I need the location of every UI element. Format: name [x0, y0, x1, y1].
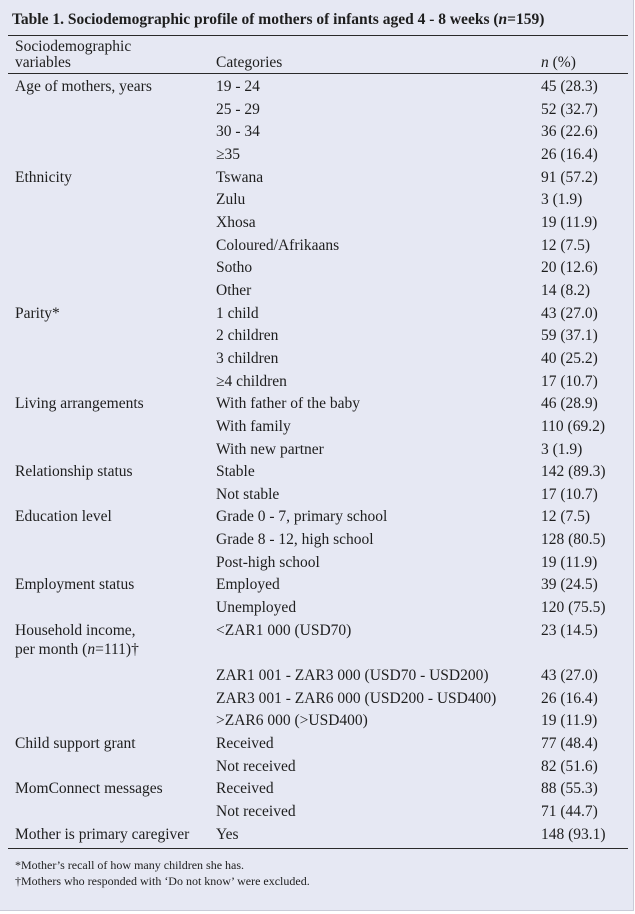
- variable-label: Employment status: [15, 576, 135, 594]
- table-row: [0, 280, 633, 303]
- value-cell: 17 (10.7): [541, 372, 598, 390]
- value-cell: 40 (25.2): [541, 349, 598, 367]
- value-cell: 20 (12.6): [541, 259, 598, 277]
- value-cell: 88 (55.3): [541, 780, 598, 798]
- header-rule: [8, 73, 628, 74]
- table-title: Table 1. Sociodemographic profile of mothers of infants aged 4 - 8 weeks (n=159): [12, 11, 545, 28]
- category-cell: Unemployed: [216, 599, 297, 617]
- category-cell: Zulu: [216, 191, 246, 209]
- category-cell: Not stable: [216, 485, 280, 503]
- category-cell: ZAR3 001 - ZAR6 000 (USD200 - USD400): [216, 689, 497, 707]
- category-cell: Received: [216, 780, 274, 798]
- variable-label: Age of mothers, years: [15, 78, 152, 95]
- value-cell: 91 (57.2): [541, 168, 598, 186]
- value-cell: 26 (16.4): [541, 145, 598, 163]
- value-cell: 52 (32.7): [541, 100, 598, 118]
- table-row: [0, 325, 633, 348]
- category-cell: 1 child: [216, 304, 259, 322]
- variable-label: Relationship status: [15, 463, 133, 481]
- category-cell: ≥35: [216, 145, 241, 163]
- table-row: [0, 597, 633, 620]
- table-row: [0, 416, 633, 439]
- category-cell: <ZAR1 000 (USD70): [216, 621, 352, 639]
- variable-label: Education level: [15, 508, 112, 526]
- value-cell: 12 (7.5): [541, 236, 591, 254]
- table-row: [0, 665, 633, 688]
- table-row: [0, 235, 633, 258]
- value-cell: 77 (48.4): [541, 735, 598, 753]
- table-row: [0, 620, 633, 665]
- table-row: [0, 439, 633, 462]
- variable-label-line2: per month (n=111)†: [15, 640, 139, 658]
- variable-cell: [15, 575, 134, 594]
- table-row: [0, 393, 633, 416]
- variable-cell: [15, 734, 136, 753]
- value-cell: 128 (80.5): [541, 531, 606, 549]
- value-cell: 23 (14.5): [541, 621, 598, 639]
- header-n-percent: n (%): [541, 54, 576, 71]
- category-cell: ZAR1 001 - ZAR3 000 (USD70 - USD200): [216, 667, 489, 685]
- value-cell: 36 (22.6): [541, 123, 598, 141]
- category-cell: Received: [216, 735, 274, 753]
- variable-cell: [15, 394, 144, 413]
- category-cell: ≥4 children: [216, 372, 287, 390]
- category-cell: Xhosa: [216, 213, 256, 231]
- category-cell: With father of the baby: [216, 395, 360, 413]
- table-row: [0, 189, 633, 212]
- table-body: [0, 76, 633, 846]
- table-row: [0, 212, 633, 235]
- value-cell: 39 (24.5): [541, 576, 598, 594]
- value-cell: 12 (7.5): [541, 508, 591, 526]
- category-cell: With family: [216, 417, 291, 435]
- value-cell: 19 (11.9): [541, 553, 598, 571]
- table-row: [0, 99, 633, 122]
- variable-cell: [15, 621, 139, 659]
- variable-cell: [15, 825, 189, 844]
- category-cell: Tswana: [216, 168, 264, 186]
- table-row: [0, 710, 633, 733]
- value-cell: 148 (93.1): [541, 825, 606, 843]
- top-rule: [8, 35, 628, 36]
- header-categories: Categories: [216, 54, 283, 71]
- value-cell: 3 (1.9): [541, 191, 583, 209]
- value-cell: 3 (1.9): [541, 440, 583, 458]
- table-row: [0, 824, 633, 847]
- value-cell: 110 (69.2): [541, 417, 605, 435]
- variable-cell: [15, 779, 163, 798]
- category-cell: Yes: [216, 825, 239, 843]
- category-cell: >ZAR6 000 (>USD400): [216, 712, 368, 730]
- value-cell: 43 (27.0): [541, 304, 598, 322]
- variable-cell: [15, 462, 133, 481]
- table-row: [0, 778, 633, 801]
- table-row: [0, 76, 633, 99]
- value-cell: 17 (10.7): [541, 485, 598, 503]
- category-cell: 2 children: [216, 327, 279, 345]
- table-row: [0, 371, 633, 394]
- variable-label: Mother is primary caregiver: [15, 825, 190, 843]
- table-row: [0, 552, 633, 575]
- value-cell: 46 (28.9): [541, 395, 598, 413]
- table-row: [0, 756, 633, 779]
- variable-label: Parity*: [15, 304, 60, 322]
- variable-cell: [15, 77, 152, 96]
- value-cell: 82 (51.6): [541, 757, 598, 775]
- value-cell: 120 (75.5): [541, 599, 606, 617]
- variable-label: Household income,: [15, 621, 136, 639]
- value-cell: 43 (27.0): [541, 667, 598, 685]
- value-cell: 45 (28.3): [541, 78, 598, 95]
- table-row: [0, 801, 633, 824]
- category-cell: Coloured/Afrikaans: [216, 236, 340, 254]
- category-cell: Stable: [216, 463, 255, 481]
- value-cell: 19 (11.9): [541, 712, 598, 730]
- table-row: [0, 461, 633, 484]
- variable-label: Ethnicity: [15, 168, 72, 186]
- variable-cell: [15, 507, 112, 526]
- variable-cell: [15, 168, 72, 187]
- table-row: [0, 121, 633, 144]
- category-cell: Grade 0 - 7, primary school: [216, 508, 388, 526]
- value-cell: 71 (44.7): [541, 803, 598, 821]
- category-cell: 19 - 24: [216, 78, 260, 95]
- category-cell: 3 children: [216, 349, 279, 367]
- category-cell: Not received: [216, 757, 296, 775]
- table-row: [0, 529, 633, 552]
- footnote-income: †Mothers who responded with ‘Do not know’ were excluded.: [15, 874, 310, 888]
- table-row: [0, 484, 633, 507]
- bottom-rule: [8, 848, 628, 849]
- category-cell: 25 - 29: [216, 100, 260, 118]
- variable-label: Living arrangements: [15, 395, 144, 413]
- table-row: [0, 257, 633, 280]
- value-cell: 59 (37.1): [541, 327, 598, 345]
- footnote-parity: *Mother’s recall of how many children she has.: [15, 858, 245, 872]
- category-cell: With new partner: [216, 440, 324, 458]
- value-cell: 14 (8.2): [541, 281, 591, 299]
- variable-label: MomConnect messages: [15, 780, 163, 798]
- category-cell: Sotho: [216, 259, 253, 277]
- variable-cell: [15, 304, 60, 323]
- header-variables: Sociodemographic variables: [15, 38, 132, 71]
- table-row: [0, 733, 633, 756]
- table-row: [0, 574, 633, 597]
- category-cell: 30 - 34: [216, 123, 260, 141]
- category-cell: Not received: [216, 803, 296, 821]
- variable-label: Child support grant: [15, 735, 136, 753]
- table-row: [0, 303, 633, 326]
- value-cell: 142 (89.3): [541, 463, 606, 481]
- value-cell: 26 (16.4): [541, 689, 598, 707]
- category-cell: Other: [216, 281, 252, 299]
- category-cell: Grade 8 - 12, high school: [216, 531, 374, 549]
- table-row: [0, 144, 633, 167]
- category-cell: Employed: [216, 576, 280, 594]
- category-cell: Post-high school: [216, 553, 320, 571]
- table-row: [0, 506, 633, 529]
- value-cell: 19 (11.9): [541, 213, 598, 231]
- table-row: [0, 348, 633, 371]
- table-row: [0, 167, 633, 190]
- table-row: [0, 688, 633, 711]
